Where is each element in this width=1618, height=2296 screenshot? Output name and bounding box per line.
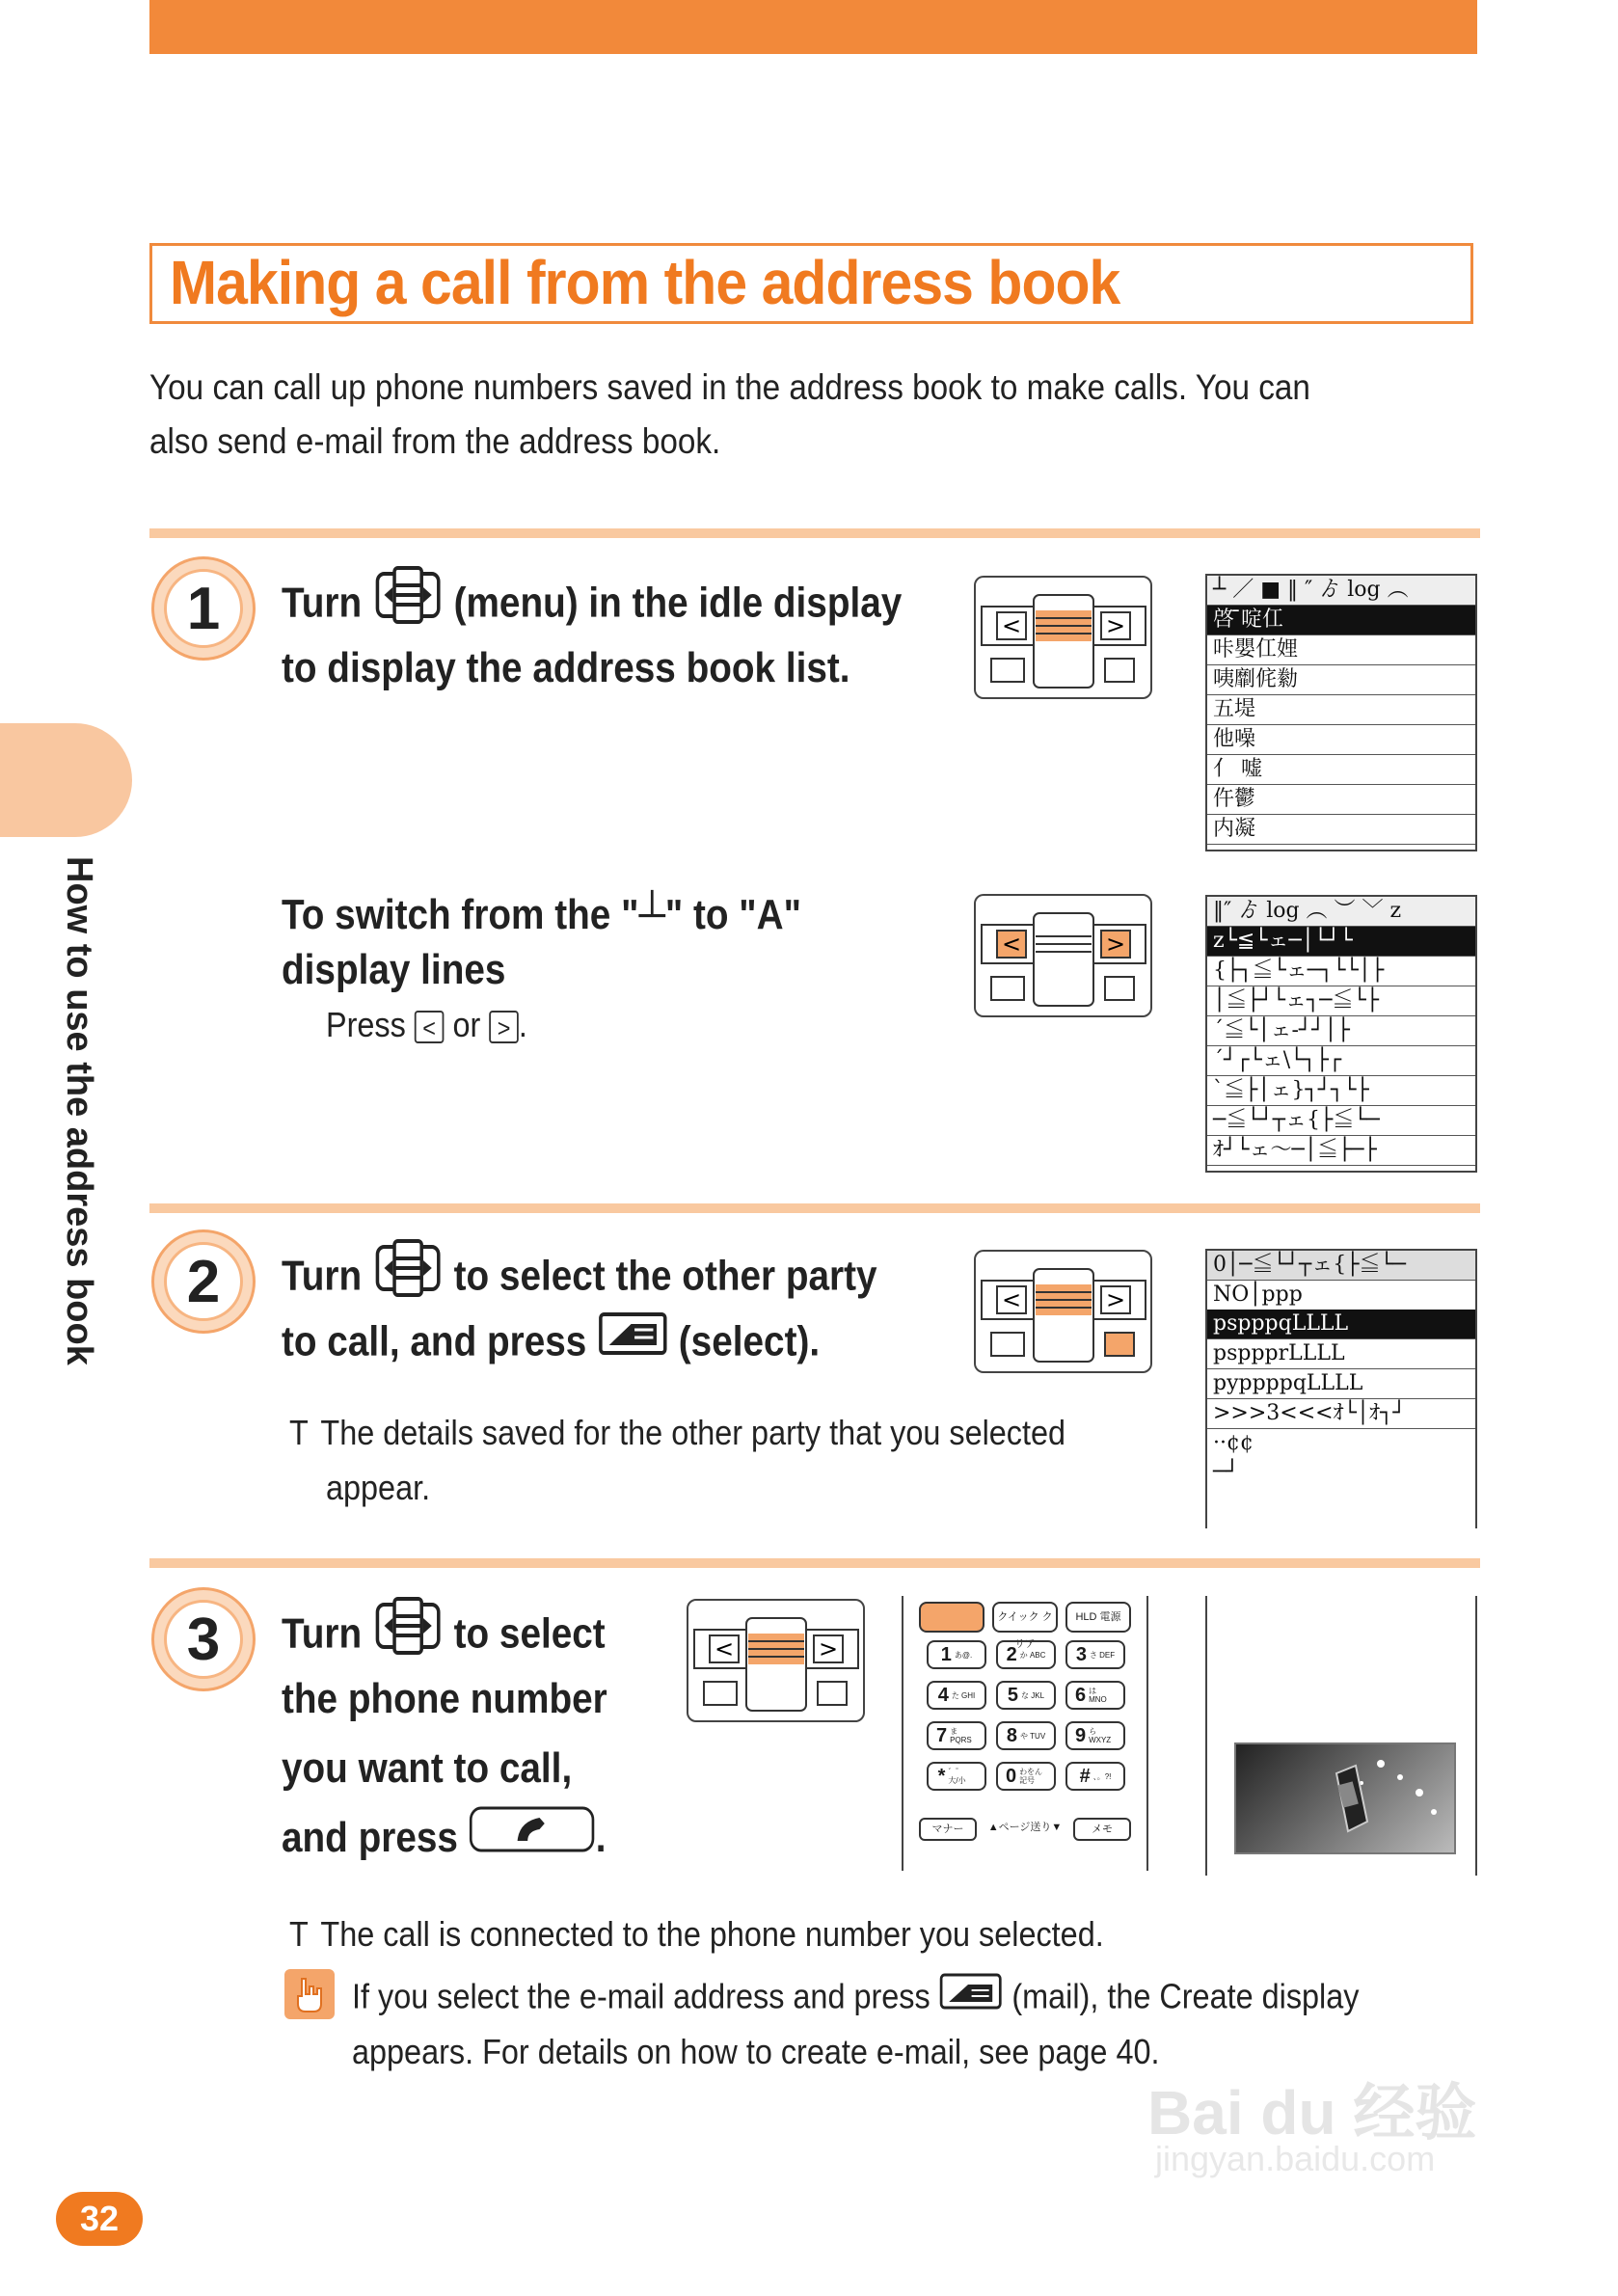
divider	[149, 1203, 1480, 1213]
tip-line1	[352, 1969, 1359, 2029]
switch-heading-text: To switch from the "	[282, 891, 639, 938]
press-label: Press	[326, 1005, 406, 1044]
list-item[interactable]: 仵鬱	[1207, 785, 1475, 815]
phone-nav-illustration	[974, 576, 1152, 699]
keypad-key	[996, 1762, 1056, 1791]
call-key-icon	[469, 1804, 596, 1876]
key-letters: は MNO	[1089, 1687, 1107, 1704]
watermark-url: jingyan.baidu.com	[1155, 2139, 1436, 2178]
page-number: 32	[56, 2192, 143, 2246]
keypad-key	[1065, 1640, 1125, 1669]
tip-text: If you select the e-mail address and press	[352, 1976, 930, 2016]
key-letters: や TUV	[1019, 1731, 1046, 1741]
keypad-key	[996, 1721, 1056, 1750]
key-letters: た GHI	[951, 1690, 976, 1700]
section-tab	[0, 723, 132, 837]
tip-text: (mail), the Create display	[1011, 1976, 1360, 2016]
svg-text:<: <	[714, 1635, 735, 1662]
svg-text:>: >	[1105, 1286, 1126, 1313]
svg-text:<: <	[1001, 612, 1022, 639]
step2-text: Turn	[282, 1252, 363, 1300]
list-item[interactable]: 咦劘侂勬	[1207, 665, 1475, 695]
phone-nav-illustration	[687, 1599, 865, 1722]
memo-key: メモ	[1073, 1818, 1131, 1841]
svg-text:>: >	[1105, 931, 1126, 958]
step-number: 3	[164, 1600, 243, 1679]
step2-note-line1	[289, 1406, 1065, 1460]
press-end: .	[518, 1005, 527, 1044]
step3-note-text: The call is connected to the phone number you selected.	[320, 1914, 1104, 1954]
intro-paragraph: You can call up phone numbers saved in the address book to make calls. You can also send e-mail from the address book.	[149, 367, 1310, 461]
step-number: 2	[164, 1242, 243, 1321]
press-or: or	[452, 1005, 481, 1044]
select-key-icon	[597, 1307, 668, 1382]
key-digit: 7	[935, 1724, 948, 1746]
switch-heading-text: " to "A"	[664, 891, 801, 938]
power-key: HLD 電源	[1065, 1602, 1131, 1633]
step3-line3: you want to call,	[282, 1744, 573, 1792]
keypad-key	[996, 1640, 1056, 1669]
list-item[interactable]: ─≦└┘┬ェ{├≦└─	[1207, 1106, 1475, 1136]
watermark-logo: Bai du 经验	[1147, 2078, 1477, 2147]
step3-line2: the phone number	[282, 1675, 607, 1722]
section-tab-label: How to use the address book	[59, 856, 99, 1365]
key-letters: 、。?!	[1092, 1771, 1112, 1781]
step1-line2: to display the address book list.	[282, 644, 850, 691]
key-letters: あ@.	[954, 1650, 973, 1660]
a-display-lines-screen	[1205, 895, 1477, 1173]
left-key-icon: <	[415, 1011, 445, 1043]
detail-row[interactable]: pyppppqLLLL	[1207, 1369, 1475, 1399]
detail-row[interactable]: >>>3<<<ｵ└│ｵ┐┘	[1207, 1399, 1475, 1429]
detail-row: ··¢¢	[1213, 1431, 1254, 1455]
switch-display-heading-2: display lines	[282, 946, 506, 993]
key-letters: な JKL	[1021, 1690, 1045, 1700]
keypad-key	[1065, 1721, 1125, 1750]
step2-line2	[282, 1307, 820, 1382]
keypad-key	[927, 1762, 986, 1791]
key-letters: ま PQRS	[950, 1727, 972, 1744]
key-digit: 9	[1074, 1724, 1087, 1746]
detail-row: ─┘	[1213, 1460, 1239, 1484]
step3-text: and press	[282, 1814, 458, 1861]
screen-status-bar: ┴ ／ ■ ‖ ″ ゟ log ︵	[1207, 576, 1475, 606]
address-book-screen	[1205, 574, 1477, 851]
keypad-key	[1065, 1762, 1125, 1791]
keypad-key	[996, 1681, 1056, 1710]
step3-text: Turn	[282, 1609, 363, 1658]
list-item[interactable]: │≦├┘└ェ┐─≦└├	[1207, 986, 1475, 1016]
divider	[149, 528, 1480, 538]
display-glyph: ┴	[638, 891, 665, 938]
keypad-key	[927, 1681, 986, 1710]
svg-text:<: <	[1001, 1286, 1022, 1313]
step2-note: The details saved for the other party that you selected	[320, 1413, 1066, 1452]
keypad-key	[927, 1721, 986, 1750]
list-item[interactable]: 五堤	[1207, 695, 1475, 725]
svg-text:>: >	[818, 1635, 839, 1662]
divider	[149, 1558, 1480, 1568]
key-digit: 2	[1006, 1643, 1017, 1665]
key-letters: ゛゜ 大/小	[948, 1768, 966, 1785]
key-letters: わをん 記号	[1019, 1768, 1043, 1785]
list-item[interactable]: 啓 ̄啶仜	[1207, 606, 1475, 635]
key-digit: 5	[1007, 1684, 1019, 1706]
bullet: T	[289, 1413, 309, 1452]
calling-screen	[1205, 1596, 1477, 1876]
hand-tip-icon	[284, 1969, 335, 2019]
key-digit: 3	[1075, 1643, 1087, 1665]
key-digit: #	[1079, 1765, 1091, 1787]
step1-text: Turn	[282, 579, 363, 627]
list-item[interactable]: ｵ┘└ェ～─│≦├─├	[1207, 1136, 1475, 1166]
step-badge	[151, 1229, 256, 1334]
key-digit: 1	[940, 1643, 952, 1665]
step3-text: to select	[453, 1609, 606, 1658]
key-digit: 4	[937, 1684, 949, 1706]
call-key	[919, 1602, 984, 1633]
key-digit: 8	[1006, 1724, 1017, 1746]
right-key-icon: >	[489, 1011, 519, 1043]
svg-text:<: <	[1001, 931, 1022, 958]
list-item[interactable]: 亻 嘘	[1207, 755, 1475, 785]
detail-row: 0│─≦└┘┬ェ{├≦└─	[1207, 1251, 1475, 1281]
step2-text: to select the other party	[453, 1252, 877, 1300]
step2-text: (select).	[678, 1317, 821, 1365]
key-letters: か ABC	[1019, 1650, 1046, 1660]
phone-nav-illustration	[974, 1250, 1152, 1373]
manner-key: マナー	[919, 1818, 977, 1841]
list-item[interactable]: ´≦└│ェ-┘┘│├	[1207, 1016, 1475, 1046]
detail-row[interactable]: psppprLLLL	[1207, 1339, 1475, 1369]
list-item[interactable]: 他噪	[1207, 725, 1475, 755]
list-item[interactable]: {├┐≦└ェ─┐└└│├	[1207, 957, 1475, 986]
page-key: ▲ページ送り▼	[987, 1822, 1063, 1833]
step-badge	[151, 556, 256, 661]
clear-key: クイック クリア	[992, 1602, 1058, 1633]
step-number: 1	[164, 569, 243, 648]
page-title: Making a call from the address book	[170, 248, 1120, 317]
step2-note-line2: appear.	[326, 1468, 431, 1507]
contact-details-screen	[1205, 1249, 1477, 1528]
top-accent-bar	[149, 0, 1477, 54]
calling-animation-image	[1234, 1742, 1456, 1854]
list-item[interactable]: `≦├│ェ}┐┘┐└├	[1207, 1076, 1475, 1106]
detail-row: NO│ppp	[1213, 1283, 1303, 1307]
mail-key-icon	[939, 1969, 1004, 2029]
svg-text:>: >	[1105, 612, 1126, 639]
key-digit: 0	[1005, 1765, 1017, 1787]
step3-note	[289, 1907, 1104, 1961]
key-digit: *	[937, 1765, 946, 1787]
list-item[interactable]: ´┘┌└ェ\└┐├┌	[1207, 1046, 1475, 1076]
key-letters: さ DEF	[1089, 1650, 1116, 1660]
phone-nav-illustration	[974, 894, 1152, 1017]
tip-line2: appears. For details on how to create e-mail, see page 40.	[352, 2032, 1160, 2071]
keypad-key	[927, 1640, 986, 1669]
list-item[interactable]: z└≦└ェ─│└┘└	[1207, 927, 1475, 957]
bullet: T	[289, 1914, 309, 1954]
screen-status-bar: ‖″ ゟ log ︵ ︶ ﹀ z	[1207, 897, 1475, 927]
step1-text: (menu) in the idle display	[453, 579, 903, 627]
list-item[interactable]: 咔嬰仜娌	[1207, 635, 1475, 665]
list-item[interactable]: 内凝	[1207, 815, 1475, 845]
detail-row[interactable]: pspppqLLLL	[1207, 1310, 1475, 1339]
step3-text: .	[595, 1814, 607, 1861]
press-instruction	[326, 998, 527, 1052]
keypad-grid	[927, 1640, 1125, 1791]
step-badge	[151, 1587, 256, 1691]
step2-text: to call, and press	[282, 1317, 587, 1365]
key-letters: ら WXYZ	[1089, 1727, 1112, 1744]
step3-line4	[282, 1803, 606, 1876]
keypad-key	[1065, 1681, 1125, 1710]
key-digit: 6	[1074, 1684, 1087, 1706]
keypad-illustration	[902, 1596, 1148, 1871]
